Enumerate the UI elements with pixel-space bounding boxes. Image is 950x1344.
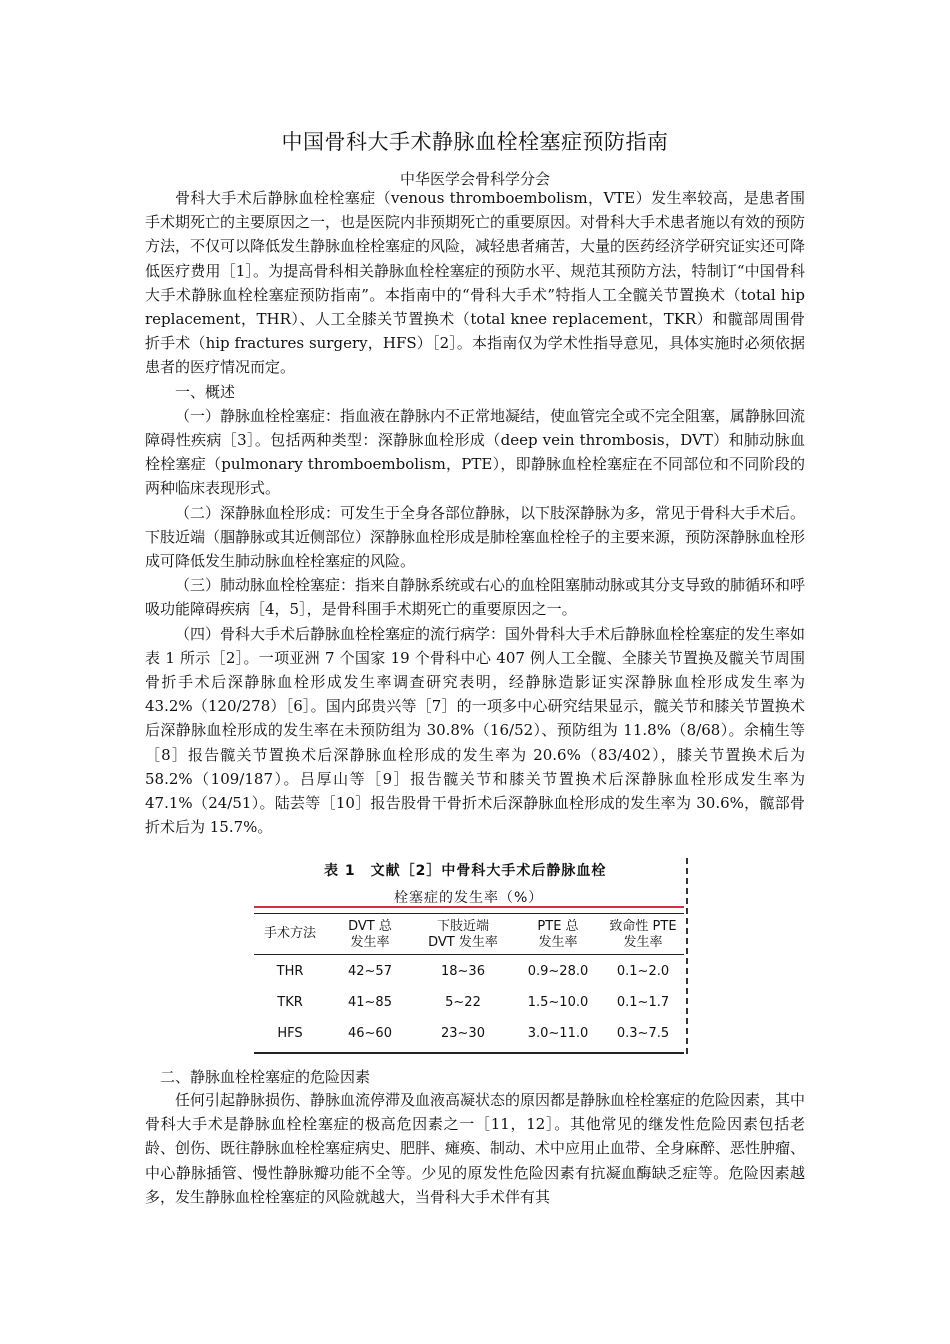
- table-header-rule-top: [254, 913, 684, 914]
- document-author: 中华医学会骨科学分会: [399, 170, 550, 188]
- body-text-top: [145, 186, 805, 839]
- document-title: 中国骨科大手术静脉血栓栓塞症预防指南: [281, 130, 669, 154]
- table-bottom-rule: [254, 1052, 684, 1054]
- table-header-cell: 致命性 PTE 发生率: [609, 919, 677, 950]
- section-1-paragraph-2: （二）深静脉血栓形成：可发生于全身各部位静脉，以下肢深静脉为多，常见于骨科大手术后。下肢近端（腘静脉或其近侧部位）深静脉血栓形成是肺栓塞血栓栓子的主要来源，预防深静脉血栓形成可降低发生肺动脉血栓栓塞症的风险。: [145, 503, 806, 571]
- table-cell: TKR: [277, 995, 303, 1010]
- section-1-paragraph-3: （三）肺动脉血栓栓塞症：指来自静脉系统或右心的血栓阻塞肺动脉或其分支导致的肺循环和呼吸功能障碍疾病［4，5］，是骨科围手术期死亡的重要原因之一。: [145, 576, 806, 619]
- table-cell: HFS: [277, 1026, 303, 1041]
- table-caption-line-2: 栓塞症的发生率（%）: [394, 890, 544, 906]
- table-cell: 3.0~11.0: [527, 1026, 589, 1041]
- table-cell: 5~22: [445, 995, 481, 1010]
- incidence-table: [254, 858, 690, 1058]
- intro-paragraph: 骨科大手术后静脉血栓栓塞症（venous thromboembolism，VTE）发生率较高，是患者围手术期死亡的主要原因之一，也是医院内非预期死亡的重要原因。对骨科大手术患者施以有效的预防方法，不仅可以降低发生静脉血栓栓塞症的风险，减轻患者痛苦，大量的医药经济学研究证实还可降低医疗费用［1］。为提高骨科相关静脉血栓栓塞症的预防水平、规范其预防方法，特制订“中国骨科大手术静脉血栓栓塞症预防指南”。本指南中的“骨科大手术”特指人工全髋关节置换术（total hip replacement，THR）、人工全膝关节置换术（total knee replacement，TKR）和髋部周围骨折手术（hip fractures surgery，HFS）［2］。本指南仅为学术性指导意见，具体实施时必须依据患者的医疗情况而定。: [145, 189, 806, 377]
- section-1-paragraph-4: （四）骨科大手术后静脉血栓栓塞症的流行病学：国外骨科大手术后静脉血栓栓塞症的发生率如表 1 所示［2］。一项亚洲 7 个国家 19 个骨科中心 407 例人工全髋、全膝关节置换及髋关节周围骨折手术后深静脉血栓形成发生率调查研究表明，经静脉造影证实深静脉血栓形成发生率为 43.2%（120/278）［6］。国内邱贵兴等［7］的一项多中心研究结果显示，髋关节和膝关节置换术后深静脉血栓形成的发生率在未预防组为 30.8%（16/52）、预防组为 11.8%（8/68）。余楠生等［8］报告髋关节置换术后深静脉血栓形成的发生率为 20.6%（83/402），膝关节置换术后为 58.2%（109/187）。吕厚山等［9］报告髋关节和膝关节置换术后深静脉血栓形成发生率为 47.1%（24/51）。陆芸等［10］报告股骨干骨折术后深静脉血栓形成的发生率为 30.6%，髋部骨折术后为 15.7%。: [145, 624, 806, 837]
- table-cell: 0.1~2.0: [616, 964, 670, 979]
- table-cell: 23~30: [441, 1026, 485, 1041]
- table-dashed-border: [686, 858, 688, 1054]
- table-top-rule: [254, 906, 684, 908]
- table-cell: 0.1~1.7: [616, 995, 670, 1010]
- table-caption-line-1: 表 1 文献［2］中骨科大手术后静脉血栓: [324, 863, 607, 879]
- table-header-cell: 下肢近端 DVT 发生率: [428, 919, 498, 950]
- table-cell: 46~60: [348, 1026, 392, 1041]
- table-header-cell: DVT 总 发生率: [348, 919, 392, 950]
- table-cell: 0.3~7.5: [616, 1026, 670, 1041]
- section-1-heading: 一、概述: [175, 382, 236, 401]
- table-header-cell: PTE 总 发生率: [537, 919, 579, 950]
- table-cell: 18~36: [441, 964, 485, 979]
- section-1-paragraph-1: （一）静脉血栓栓塞症：指血液在静脉内不正常地凝结，使血管完全或不完全阻塞，属静脉回流障碍性疾病［3］。包括两种类型：深静脉血栓形成（deep vein thrombosis，DVT）和肺动脉血栓栓塞症（pulmonary thromboembolism，PTE），即静脉血栓栓塞症在不同部位和不同阶段的两种临床表现形式。: [145, 406, 806, 498]
- table-cell: 0.9~28.0: [527, 964, 589, 979]
- section-2-paragraph-1: 任何引起静脉损伤、静脉血流停滞及血液高凝状态的原因都是静脉血栓栓塞症的危险因素，其中骨科大手术是静脉血栓栓塞症的极高危因素之一［11，12］。其他常见的继发性危险因素包括老龄、创伤、既往静脉血栓栓塞症病史、肥胖、瘫痪、制动、术中应用止血带、全身麻醉、恶性肿瘤、中心静脉插管、慢性静脉瓣功能不全等。少见的原发性危险因素有抗凝血酶缺乏症等。危险因素越多，发生静脉血栓栓塞症的风险就越大，当骨科大手术伴有其: [145, 1091, 806, 1206]
- section-2-heading: 二、静脉血栓栓塞症的危险因素: [160, 1068, 371, 1086]
- table-cell: 41~85: [348, 995, 392, 1010]
- table-header-cell: 手术方法: [263, 926, 316, 941]
- body-text-bottom: [145, 1088, 805, 1209]
- table-cell: 1.5~10.0: [527, 995, 589, 1010]
- table-cell: 42~57: [348, 964, 392, 979]
- table-header-rule-bottom: [254, 954, 684, 955]
- table-cell: THR: [276, 964, 304, 979]
